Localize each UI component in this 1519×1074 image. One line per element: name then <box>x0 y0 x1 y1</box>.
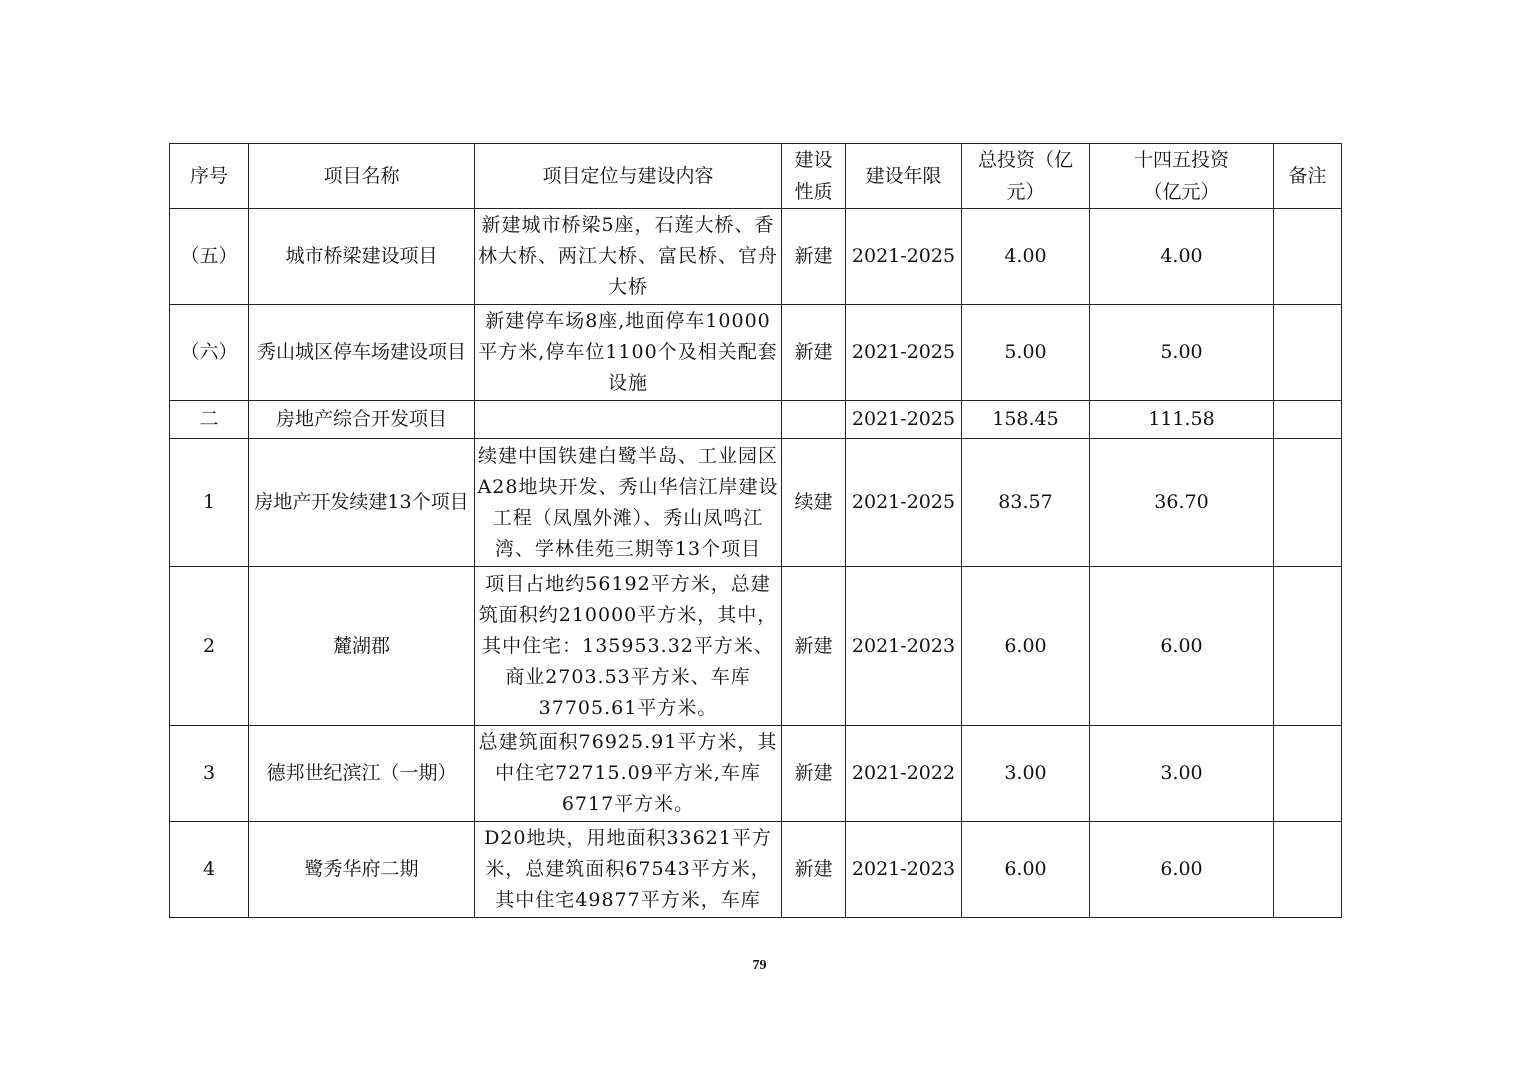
cell-total: 6.00 <box>962 822 1090 918</box>
cell-remark <box>1274 567 1342 726</box>
cell-content: 新建城市桥梁5座，石莲大桥、香林大桥、两江大桥、富民桥、官舟大桥 <box>475 209 782 305</box>
cell-name: 房地产开发续建13个项目 <box>249 439 475 567</box>
cell-total: 6.00 <box>962 567 1090 726</box>
header-content: 项目定位与建设内容 <box>475 144 782 209</box>
cell-seq: （五） <box>170 209 249 305</box>
cell-nature: 新建 <box>782 822 846 918</box>
table-row <box>170 401 1342 439</box>
table-row <box>170 439 1342 567</box>
cell-plan14: 6.00 <box>1090 822 1274 918</box>
table-row <box>170 305 1342 401</box>
page-number: 79 <box>752 958 767 973</box>
header-total: 总投资（亿元） <box>962 144 1090 209</box>
table-row <box>170 209 1342 305</box>
cell-total: 4.00 <box>962 209 1090 305</box>
cell-total: 83.57 <box>962 439 1090 567</box>
cell-remark <box>1274 822 1342 918</box>
cell-seq: （六） <box>170 305 249 401</box>
cell-plan14: 5.00 <box>1090 305 1274 401</box>
cell-remark <box>1274 209 1342 305</box>
cell-years: 2021-2025 <box>846 209 962 305</box>
cell-total: 158.45 <box>962 401 1090 439</box>
table-row <box>170 822 1342 918</box>
cell-nature <box>782 401 846 439</box>
cell-name: 鹭秀华府二期 <box>249 822 475 918</box>
cell-total: 3.00 <box>962 726 1090 822</box>
cell-plan14: 111.58 <box>1090 401 1274 439</box>
cell-years: 2021-2023 <box>846 822 962 918</box>
cell-nature: 新建 <box>782 305 846 401</box>
header-nature: 建设性质 <box>782 144 846 209</box>
table-row <box>170 567 1342 726</box>
cell-remark <box>1274 401 1342 439</box>
cell-years: 2021-2022 <box>846 726 962 822</box>
table-row <box>170 726 1342 822</box>
cell-nature: 新建 <box>782 567 846 726</box>
header-seq: 序号 <box>170 144 249 209</box>
cell-plan14: 6.00 <box>1090 567 1274 726</box>
cell-content: D20地块，用地面积33621平方米，总建筑面积67543平方米，其中住宅49877平方米，车库 <box>475 822 782 918</box>
cell-seq: 1 <box>170 439 249 567</box>
cell-years: 2021-2025 <box>846 305 962 401</box>
header-name: 项目名称 <box>249 144 475 209</box>
cell-remark <box>1274 726 1342 822</box>
cell-nature: 新建 <box>782 726 846 822</box>
cell-name: 城市桥梁建设项目 <box>249 209 475 305</box>
cell-seq: 4 <box>170 822 249 918</box>
investment-table <box>169 143 1342 918</box>
cell-name: 德邦世纪滨江（一期） <box>249 726 475 822</box>
header-row <box>170 144 1342 209</box>
cell-seq: 3 <box>170 726 249 822</box>
cell-remark <box>1274 305 1342 401</box>
cell-nature: 续建 <box>782 439 846 567</box>
cell-years: 2021-2025 <box>846 439 962 567</box>
header-plan14: 十四五投资（亿元） <box>1090 144 1274 209</box>
cell-plan14: 3.00 <box>1090 726 1274 822</box>
cell-content <box>475 401 782 439</box>
cell-content: 项目占地约56192平方米，总建筑面积约210000平方米，其中，其中住宅：135953.32平方米、商业2703.53平方米、车库37705.61平方米。 <box>475 567 782 726</box>
cell-content: 总建筑面积76925.91平方米，其中住宅72715.09平方米,车库6717平方米。 <box>475 726 782 822</box>
header-years: 建设年限 <box>846 144 962 209</box>
cell-years: 2021-2023 <box>846 567 962 726</box>
cell-plan14: 36.70 <box>1090 439 1274 567</box>
cell-seq: 二 <box>170 401 249 439</box>
cell-name: 秀山城区停车场建设项目 <box>249 305 475 401</box>
cell-seq: 2 <box>170 567 249 726</box>
cell-name: 房地产综合开发项目 <box>249 401 475 439</box>
cell-name: 麓湖郡 <box>249 567 475 726</box>
cell-remark <box>1274 439 1342 567</box>
header-remark: 备注 <box>1274 144 1342 209</box>
cell-nature: 新建 <box>782 209 846 305</box>
cell-plan14: 4.00 <box>1090 209 1274 305</box>
cell-years: 2021-2025 <box>846 401 962 439</box>
cell-content: 续建中国铁建白鹭半岛、工业园区A28地块开发、秀山华信江岸建设工程（凤凰外滩）、秀山凤鸣江湾、学林佳苑三期等13个项目 <box>475 439 782 567</box>
cell-content: 新建停车场8座,地面停车10000平方米,停车位1100个及相关配套设施 <box>475 305 782 401</box>
cell-total: 5.00 <box>962 305 1090 401</box>
